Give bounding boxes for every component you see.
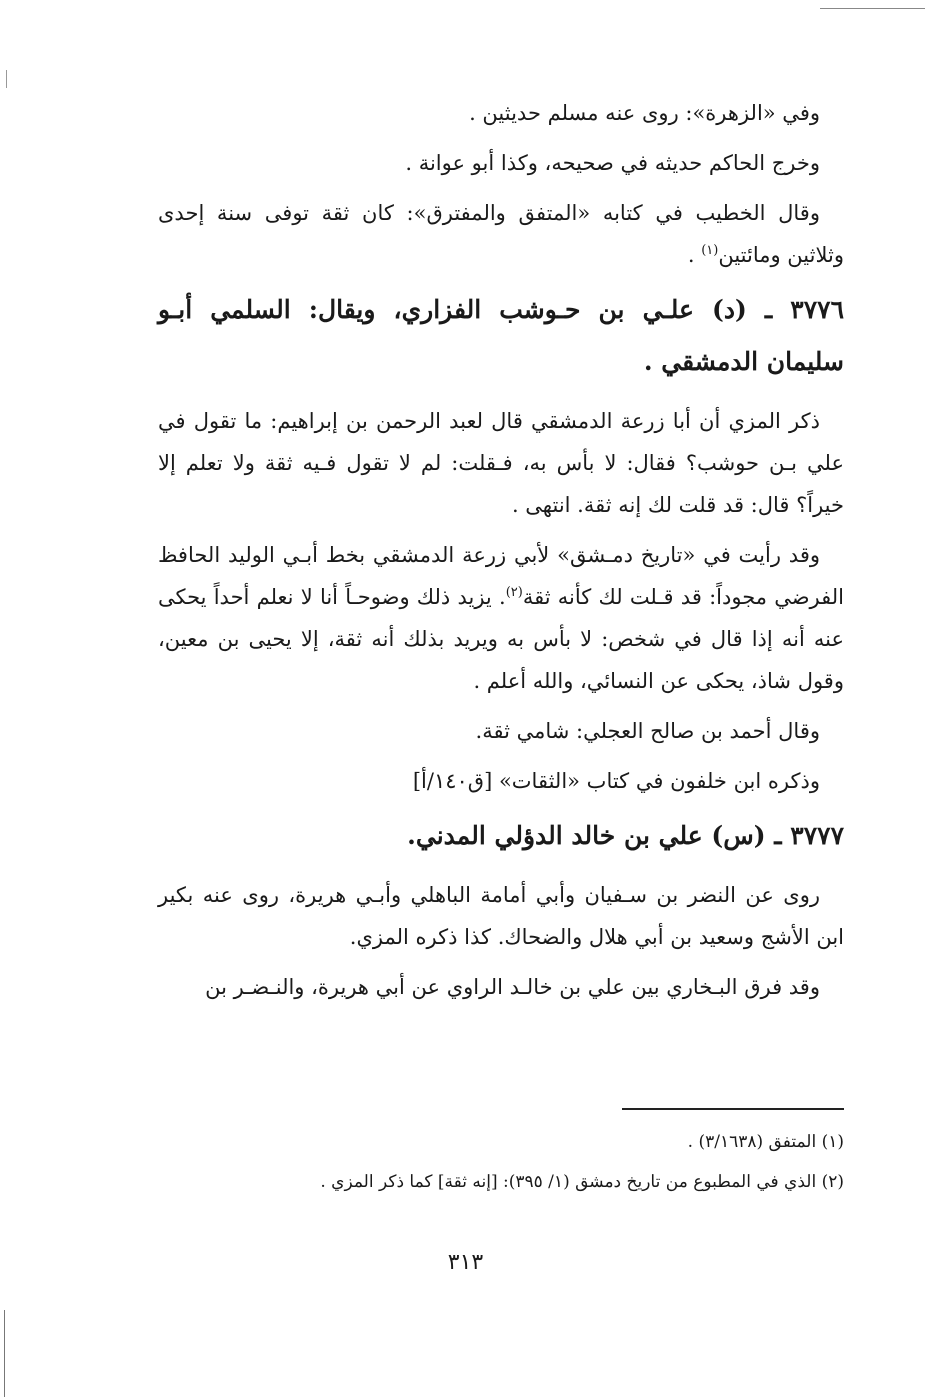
scan-artifact-top-line [820,8,925,9]
scan-artifact-mark [6,70,7,88]
page-body [158,92,844,1016]
paragraph-text: وقال أحمد بن صالح العجلي: شامي ثقة. [475,719,820,743]
footnote-2: (٢) الذي في المطبوع من تاريخ دمشق (١/ ٣٩٥): [إنه ثقة] كما ذكر المزي . [320,1172,844,1192]
paragraph-bukhari [158,966,844,1008]
footnote-1: (١) المتفق (٣/١٦٣٨) . [687,1132,844,1152]
entry-heading-3777: ٣٧٧٧ ـ (س) علي بن خالد الدؤلي المدني. [407,821,844,850]
paragraph-text: وخرج الحاكم حديثه في صحيحه، وكذا أبو عوانة . [405,151,820,175]
paragraph-tail: . [687,243,702,267]
scan-artifact-left-edge [4,1310,5,1397]
paragraph-text: وقال الخطيب في كتابه «المتفق والمفترق»: كان ثقة توفى سنة إحدى وثلاثين ومائتين [158,201,844,267]
paragraph-tarikh-dimashq [158,534,844,702]
paragraph-mizzi-abu-zura [158,400,844,526]
paragraph-text: وقد رأيت في «تاريخ دمـشق» لأبي زرعة الدمشقي بخط أبـي الوليد الحافظ الفرضي مجوداً: قد قـلت لك كأنه ثقة [158,543,844,609]
paragraph-tail: . يزيد ذلك وضوحـاً أنا لا نعلم أحداً يحكى عنه أنه إذا قال في شخص: لا بأس به ويريد بذلك أنه ثقة، إلا يحيى بن معين، وقول شاذ، يحكى عن النسائي، والله أعلم . [158,585,844,693]
paragraph-text: وذكره ابن خلفون في كتاب «الثقات» [ق١٤٠/أ] [412,769,820,793]
paragraph-ibn-khalfun [158,760,844,802]
entry-heading-3776: ٣٧٧٦ ـ (د) علـي بن حـوشب الفزاري، ويقال: السلمي أبـو سليمان الدمشقي . [158,295,844,376]
paragraph-text: ذكر المزي أن أبا زرعة الدمشقي قال لعبد الرحمن بن إبراهيم: ما تقول في علي بـن حوشب؟ فقال: لا بأس به، فـقلت: لم لا تقول فـيه ثقة ولا تعلم إلا خيراً؟ قال: قد قلت لك إنه ثقة. انتهى . [158,409,844,517]
paragraph-ijli [158,710,844,752]
footnote-ref-1[interactable]: (١) [701,243,719,258]
paragraph-text: روى عن النضر بن سـفيان وأبي أمامة الباهلي وأبـي هريرة، روى عنه بكير ابن الأشج وسعيد بن أبي هلال والضحاك. كذا ذكره المزي. [158,883,844,949]
footnote-divider [622,1108,844,1110]
paragraph-text: وقد فرق البـخاري بين علي بن خالـد الراوي عن أبي هريرة، والنـضـر بن [205,975,820,999]
paragraph-hakim [158,142,844,184]
footnote-ref-2[interactable]: (٢) [505,585,523,600]
paragraph-khatib [158,192,844,276]
paragraph-text: وفي «الزهرة»: روى عنه مسلم حديثين . [469,101,820,125]
footnotes-section [158,1122,844,1202]
page-number: ٣١٣ [447,1250,484,1275]
paragraph-zahra [158,92,844,134]
paragraph-riwaya [158,874,844,958]
